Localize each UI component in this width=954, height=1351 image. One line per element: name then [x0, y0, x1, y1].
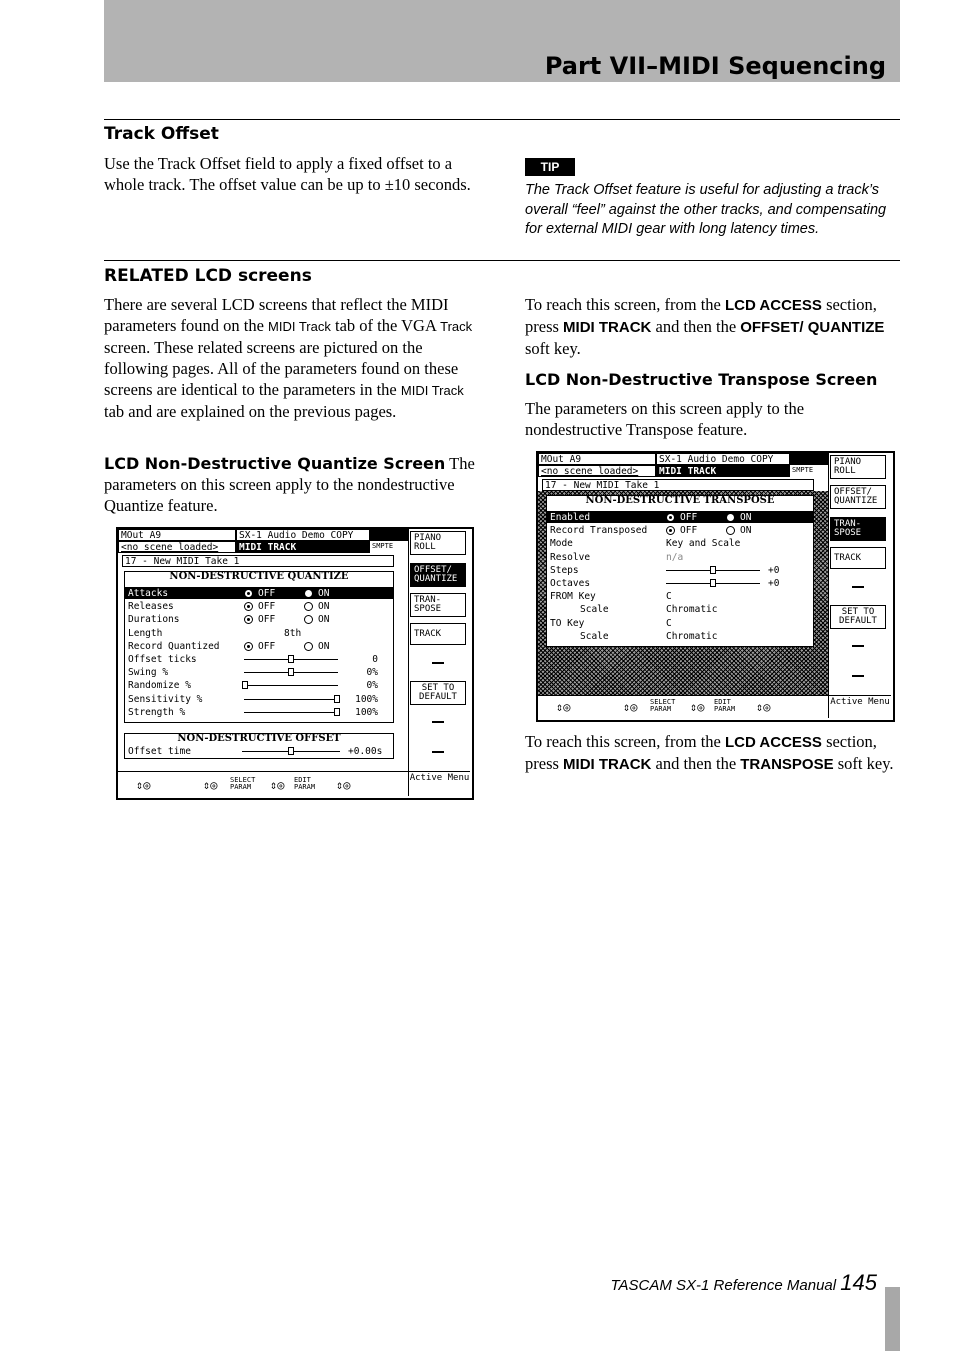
softkey-column-divider: [828, 453, 829, 695]
tip-text: The Track Offset feature is useful for adjusting a track’s overall “feel” against the other tracks, and compensating for external MIDI gear with long latency times.: [525, 182, 887, 237]
reach-offset-text: [525, 294, 900, 359]
param-label: Offset ticks: [128, 654, 197, 665]
screen-tab: [656, 465, 790, 477]
midi-track-term: MIDI Track: [268, 319, 331, 334]
param-label: Enabled: [550, 512, 591, 523]
softkey-offset-quantize[interactable]: OFFSET/ QUANTIZE: [410, 563, 466, 587]
project-label: SX-1 Audio Demo_COPY: [239, 530, 354, 541]
lcd-quantize-screen: [116, 527, 474, 800]
midi-track-term: MIDI Track: [400, 383, 464, 398]
softkey-transpose[interactable]: TRAN- SPOSE: [410, 593, 466, 617]
lcd-transpose-screen: [536, 451, 895, 722]
text: section, press: [525, 295, 877, 336]
key-offset-quantize: OFFSET/ QUANTIZE: [740, 319, 885, 336]
slider-knob[interactable]: [710, 566, 716, 574]
track-label: TRACK: [834, 553, 862, 563]
param-value: 100%: [355, 693, 378, 705]
dial-icon: ⇕◎: [690, 700, 705, 714]
slider-knob[interactable]: [288, 655, 294, 663]
softkey-offset-quantize[interactable]: OFFSET/ QUANTIZE: [830, 485, 886, 509]
slider-knob[interactable]: [334, 695, 340, 703]
page-edge-tab: [885, 1287, 900, 1351]
param-label: Steps: [550, 564, 579, 576]
footer: [610, 1270, 877, 1296]
param-label: Record Quantized: [128, 640, 220, 652]
quantize-section: [104, 453, 479, 516]
dial-icon: ⇕◎: [556, 700, 571, 714]
on-label: ON: [740, 525, 752, 537]
softkey-track[interactable]: [830, 547, 886, 569]
text: section, press: [525, 732, 877, 773]
param-value: +0: [768, 578, 780, 589]
edit-param-label: EDIT PARAM: [714, 698, 736, 713]
off-label: OFF: [258, 640, 276, 652]
bottom-bar-divider: [118, 771, 408, 772]
param-slider[interactable]: [244, 685, 338, 686]
param-slider[interactable]: [244, 699, 338, 700]
param-value: C: [666, 591, 672, 603]
on-label: ON: [318, 640, 330, 652]
transpose-body: The parameters on this screen apply to the nondestructive Transpose feature.: [525, 399, 805, 439]
blank-softkey: [432, 721, 444, 723]
track-offset-heading: Track Offset: [104, 124, 219, 144]
text: and then the: [651, 754, 741, 773]
page-number: 145: [840, 1270, 877, 1295]
param-value: +0: [768, 564, 780, 576]
on-label: ON: [318, 614, 330, 626]
track-field[interactable]: [542, 479, 814, 491]
softkey-column-divider: [408, 529, 409, 771]
param-label: Durations: [128, 614, 180, 626]
track-term: Track: [440, 319, 473, 334]
offset-title: NON-DESTRUCTIVE OFFSET: [177, 733, 341, 744]
blank-softkey: [852, 645, 864, 647]
param-label: Resolve: [550, 551, 591, 563]
softkey-piano-roll[interactable]: PIANO ROLL: [410, 531, 466, 555]
select-param-label: SELECT PARAM: [230, 776, 256, 791]
offset-value: +0.00s: [348, 746, 383, 757]
dial-icon: ⇕◎: [336, 778, 351, 792]
key-lcd-access: LCD ACCESS: [724, 734, 822, 751]
radio-on[interactable]: [304, 642, 313, 651]
key-transpose: TRANSPOSE: [740, 756, 834, 773]
part-title: Part VII–MIDI Sequencing: [544, 52, 886, 80]
mout-label: MOut A9: [121, 530, 162, 541]
key-lcd-access: LCD ACCESS: [724, 297, 822, 314]
param-value: 0%: [366, 667, 378, 679]
key-midi-track: MIDI TRACK: [563, 756, 652, 773]
param-label: Length: [128, 627, 163, 639]
transpose-title: NON-DESTRUCTIVE TRANSPOSE: [585, 495, 775, 506]
mout-label: MOut A9: [541, 454, 582, 465]
text: soft key.: [525, 339, 581, 358]
param-label: Randomize %: [128, 680, 191, 692]
param-value: 0%: [366, 680, 378, 692]
divider: [104, 260, 900, 261]
text: To reach this screen, from the: [525, 295, 725, 314]
text: soft key.: [833, 754, 894, 773]
project-field: [236, 529, 370, 541]
track-label: TRACK: [414, 629, 442, 639]
related-heading: RELATED LCD screens: [104, 266, 312, 286]
quantize-title: NON-DESTRUCTIVE QUANTIZE: [169, 571, 349, 582]
scene-field: [538, 465, 656, 477]
quantize-heading: LCD Non-Destructive Quantize Screen: [104, 454, 446, 473]
amr-indicators: [790, 453, 828, 465]
track-offset-body: Use the Track Offset field to apply a fixed offset to a whole track. The offset value can be up to ±10 seconds.: [104, 154, 471, 194]
radio-on[interactable]: [726, 513, 735, 522]
bottom-bar-divider: [538, 695, 828, 696]
param-value: Chromatic: [666, 630, 718, 642]
blank-softkey: [432, 751, 444, 753]
softkey-piano-roll[interactable]: PIANO ROLL: [830, 455, 886, 479]
param-label: Releases: [128, 601, 174, 613]
param-label: Swing %: [128, 667, 169, 679]
related-intro: [104, 294, 479, 422]
intro-text: tab of the VGA: [330, 316, 441, 335]
screen-tab-label: MIDI TRACK: [239, 542, 297, 553]
param-label: Scale: [580, 604, 609, 616]
active-menu-label[interactable]: Active Menu: [408, 771, 470, 796]
param-label: TO Key: [550, 617, 585, 629]
text: To reach this screen, from the: [525, 732, 725, 751]
dial-icon: ⇕◎: [136, 778, 151, 792]
slider-knob[interactable]: [710, 579, 716, 587]
edit-param-label: EDIT PARAM: [294, 776, 316, 791]
scene-label: <no scene loaded>: [121, 542, 219, 553]
intro-text: screen. These related screens are pictured on the following pages. All of the parameters found on these screens are identical to the parameters in the: [104, 338, 459, 399]
dial-icon: ⇕◎: [756, 700, 771, 714]
param-label: Attacks: [128, 588, 169, 599]
offset-label: Offset time: [128, 746, 191, 757]
transpose-heading: LCD Non-Destructive Transpose Screen: [525, 370, 878, 389]
on-label: ON: [318, 601, 330, 613]
softkey-transpose[interactable]: TRAN- SPOSE: [830, 517, 886, 541]
radio-off[interactable]: [666, 513, 675, 522]
track-field[interactable]: [122, 555, 394, 567]
dial-icon: ⇕◎: [203, 778, 218, 792]
screen-tab-label: MIDI TRACK: [659, 466, 717, 477]
off-label: OFF: [680, 525, 698, 537]
param-value: 100%: [355, 706, 378, 718]
track-field-label: 17 - New MIDI Take 1: [125, 556, 240, 567]
screen-tab: [236, 541, 370, 553]
blank-softkey: [432, 662, 444, 664]
mout-field: [118, 529, 236, 541]
radio-off[interactable]: [244, 589, 253, 598]
mout-field: [538, 453, 656, 465]
scene-label: <no scene loaded>: [541, 466, 639, 477]
intro-text: There are several LCD screens that reflect the MIDI parameters found on the: [104, 295, 449, 335]
param-label: Scale: [580, 630, 609, 642]
key-midi-track: MIDI TRACK: [563, 319, 652, 336]
quantize-body: The parameters on this screen apply to the nondestructive Quantize feature.: [104, 454, 475, 515]
off-label: OFF: [258, 601, 276, 613]
amr-indicators: [370, 529, 408, 541]
param-label: Octaves: [550, 578, 591, 589]
param-value: Chromatic: [666, 604, 718, 616]
dial-icon: ⇕◎: [270, 778, 285, 792]
scene-field: [118, 541, 236, 553]
intro-text: tab and are explained on the previous pages.: [104, 402, 397, 421]
param-value: C: [666, 617, 672, 629]
header-band: [104, 0, 900, 82]
radio-on[interactable]: [304, 589, 313, 598]
param-value: 0: [372, 654, 378, 665]
dial-icon: ⇕◎: [623, 700, 638, 714]
track-field-label: 17 - New MIDI Take 1: [545, 480, 660, 491]
on-label: ON: [318, 588, 330, 599]
param-label: Mode: [550, 538, 573, 550]
off-label: OFF: [258, 614, 276, 626]
param-label: Sensitivity %: [128, 693, 203, 705]
param-value: 8th: [284, 627, 302, 639]
param-label: Record Transposed: [550, 525, 648, 537]
off-label: OFF: [680, 512, 698, 523]
text: and then the: [651, 317, 741, 336]
softkey-track[interactable]: [410, 623, 466, 645]
slider-knob[interactable]: [334, 708, 340, 716]
project-field: [656, 453, 790, 465]
param-value: n/a: [666, 551, 684, 563]
slider-knob[interactable]: [288, 668, 294, 676]
radio-off[interactable]: [244, 642, 253, 651]
project-label: SX-1 Audio Demo_COPY: [659, 454, 774, 465]
active-menu-label[interactable]: Active Menu: [828, 695, 891, 718]
select-param-label: SELECT PARAM: [650, 698, 676, 713]
param-value: Key and Scale: [666, 538, 741, 550]
blank-softkey: [852, 586, 864, 588]
softkey-set-default[interactable]: SET TO DEFAULT: [410, 681, 466, 705]
smpte-label: SMPTE: [792, 466, 814, 474]
slider-knob[interactable]: [242, 681, 248, 689]
on-label: ON: [740, 512, 752, 523]
divider: [104, 119, 900, 120]
manual-title: TASCAM SX-1 Reference Manual: [610, 1277, 837, 1294]
param-label: FROM Key: [550, 591, 596, 603]
off-label: OFF: [258, 588, 276, 599]
blank-softkey: [852, 675, 864, 677]
offset-knob[interactable]: [288, 747, 294, 755]
param-slider[interactable]: [244, 712, 338, 713]
param-label: Strength %: [128, 706, 186, 718]
reach-transpose-text: [525, 731, 900, 775]
softkey-set-default[interactable]: SET TO DEFAULT: [830, 605, 886, 629]
tip-badge: TIP: [525, 158, 575, 176]
smpte-label: SMPTE: [372, 542, 394, 550]
